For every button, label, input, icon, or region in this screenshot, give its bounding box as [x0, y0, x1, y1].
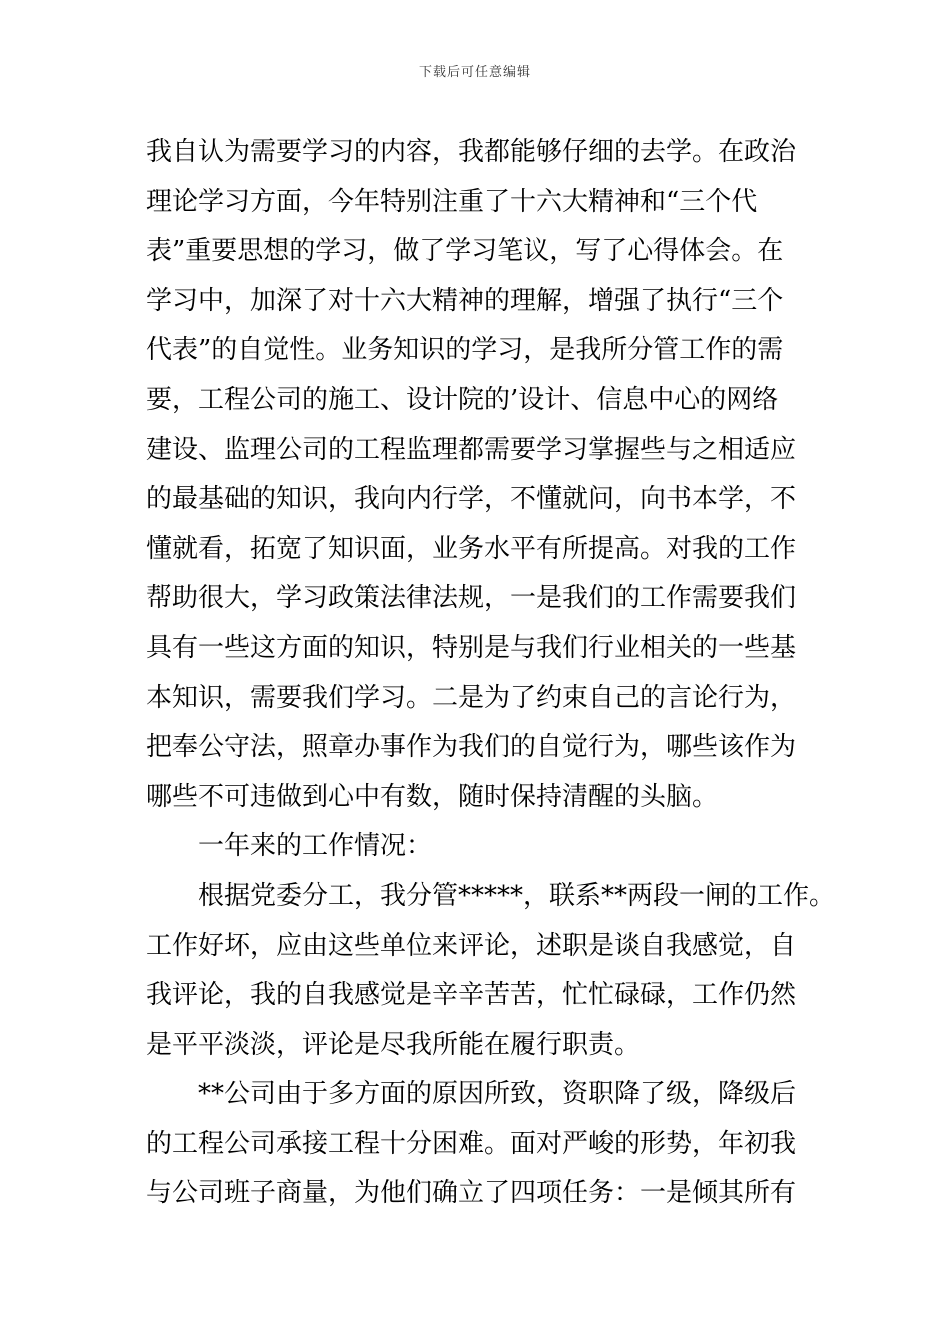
text-line: 懂就看，拓宽了知识面，业务水平有所提高。对我的工作 — [146, 533, 797, 564]
text-line: 帮助很大，学习政策法律法规，一是我们的工作需要我们 — [146, 583, 797, 614]
text-line: 要，工程公司的施工、设计院的’设计、信息中心的网络 — [146, 384, 779, 415]
text-line: 工作好坏，应由这些单位来评论，述职是谈自我感觉，自 — [146, 930, 797, 961]
text-line: 学习中，加深了对十六大精神的理解，增强了执行“三个 — [146, 285, 784, 316]
text-line: 理论学习方面，今年特别注重了十六大精神和“三个代 — [146, 186, 758, 217]
text-line: 本知识，需要我们学习。二是为了约束自己的言论行为， — [146, 682, 797, 713]
text-line: 一年来的工作情况： — [198, 831, 433, 862]
text-line: 建设、监理公司的工程监理都需要学习掌握些与之相适应 — [146, 434, 797, 465]
page-header: 下载后可任意编辑 — [418, 65, 531, 80]
text-line: 的最基础的知识，我向内行学，不懂就问，向书本学，不 — [146, 484, 797, 515]
text-line: 哪些不可违做到心中有数，随时保持清醒的头脑。 — [146, 781, 719, 812]
text-line: 根据党委分工，我分管*****，联系**两段一闸的工作。 — [198, 880, 836, 911]
text-line: 把奉公守法，照章办事作为我们的自觉行为，哪些该作为 — [146, 732, 797, 763]
text-line: **公司由于多方面的原因所致，资职降了级，降级后 — [198, 1079, 797, 1110]
text-line: 与公司班子商量，为他们确立了四项任务：一是倾其所有 — [146, 1178, 797, 1209]
text-line: 是平平淡淡，评论是尽我所能在履行职责。 — [146, 1029, 641, 1060]
text-line: 具有一些这方面的知识，特别是与我们行业相关的一些基 — [146, 632, 797, 663]
text-line: 的工程公司承接工程十分困难。面对严峻的形势，年初我 — [146, 1128, 797, 1159]
text-line: 代表”的自觉性。业务知识的学习，是我所分管工作的需 — [146, 335, 784, 366]
document-body — [146, 128, 836, 1219]
text-line: 我评论，我的自我感觉是辛辛苦苦，忙忙碌碌，工作仍然 — [146, 980, 797, 1011]
text-line: 表”重要思想的学习，做了学习笔议，写了心得体会。在 — [146, 236, 784, 267]
text-line: 我自认为需要学习的内容，我都能够仔细的去学。在政治 — [146, 137, 797, 167]
